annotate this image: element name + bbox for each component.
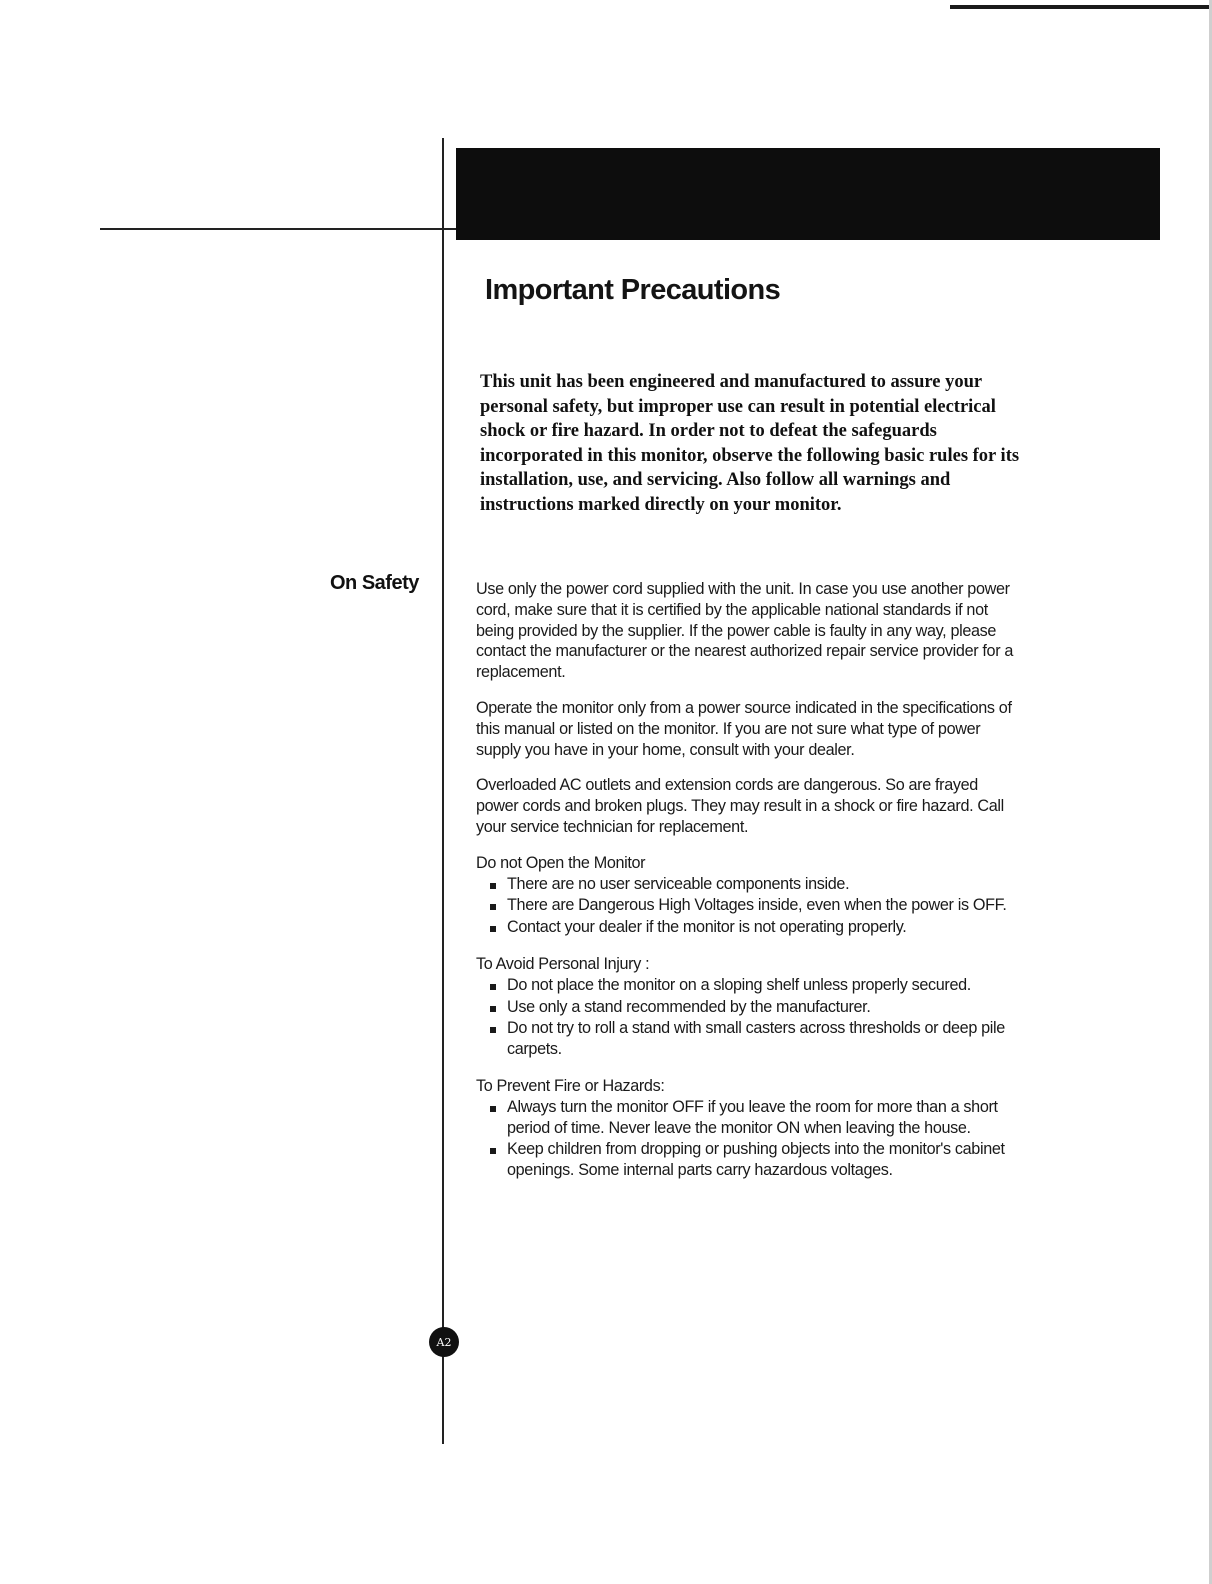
list-item-text: There are no user serviceable components inside. [507,874,850,893]
bullet-icon [490,984,496,990]
paragraph-power-source: Operate the monitor only from a power source indicated in the specifications of this manual or listed on the monitor. If you are not sure what type of power supply you have in your home, consult with your dealer. [476,698,1012,759]
list-item-text: There are Dangerous High Voltages inside, even when the power is OFF. [507,896,1007,915]
intro-paragraph: This unit has been engineered and manufactured to assure your personal safety, but improper use can result in potential electrical shock or fire hazard. In order not to defeat the safeguards incorporated in this monitor, observe the following basic rules for its installation, use, and servicing. Also follow all warnings and instructions marked directly on your monitor. [480,372,1020,515]
list-personal-injury [476,975,1024,1060]
bullet-icon [490,883,496,889]
page-number: A2 [436,1335,452,1349]
paragraph-outlets: Overloaded AC outlets and extension cords are dangerous. So are frayed power cords and broken plugs. They may result in a shock or fire hazard. Call your service technician for replacement. [476,776,1004,836]
bullet-icon [490,904,496,910]
list-item-text: Do not place the monitor on a sloping shelf unless properly secured. [507,975,971,994]
group-heading-fire-hazards: To Prevent Fire or Hazards: [476,1076,665,1095]
bullet-icon [490,1006,496,1012]
group-heading-personal-injury: To Avoid Personal Injury : [476,954,650,973]
list-item [486,1097,1024,1139]
top-rule [950,5,1212,9]
list-item-text: Use only a stand recommended by the manufacturer. [507,997,871,1016]
list-item-text: Keep children from dropping or pushing objects into the monitor's cabinet openings. Some internal parts carry hazardous voltages. [507,1140,1005,1180]
list-item [486,975,1024,996]
section-body [476,579,1024,1197]
page-number-badge [429,1327,459,1357]
bullet-icon [490,1148,496,1154]
bullet-icon [490,926,496,932]
header-band [456,148,1160,240]
list-do-not-open [476,874,1024,938]
list-item [486,1139,1024,1181]
bullet-icon [490,1106,496,1112]
list-item [486,917,1024,938]
list-item [486,1018,1024,1060]
left-rule [100,228,456,230]
page-title: Important Precautions [485,274,781,306]
list-item [486,874,1024,895]
vertical-rule [442,138,444,1444]
list-fire-hazards [476,1097,1024,1181]
list-item [486,895,1024,916]
section-label: On Safety [330,572,419,594]
bullet-icon [490,1027,496,1033]
list-item-text: Always turn the monitor OFF if you leave the room for more than a short period of time. Never leave the monitor ON when leaving the house. [507,1097,998,1137]
list-item [486,997,1024,1018]
list-item-text: Do not try to roll a stand with small casters across thresholds or deep pile carpets. [507,1019,1005,1059]
list-item-text: Contact your dealer if the monitor is not operating properly. [507,918,907,937]
group-heading-do-not-open: Do not Open the Monitor [476,853,646,872]
paragraph-power-cord: Use only the power cord supplied with the unit. In case you use another power cord, make sure that it is certified by the applicable national standards if not being provided by the supplier. If the power cable is faulty in any way, please contact the manufacturer or the nearest authorized repair service provider for a replacement. [476,580,1014,682]
